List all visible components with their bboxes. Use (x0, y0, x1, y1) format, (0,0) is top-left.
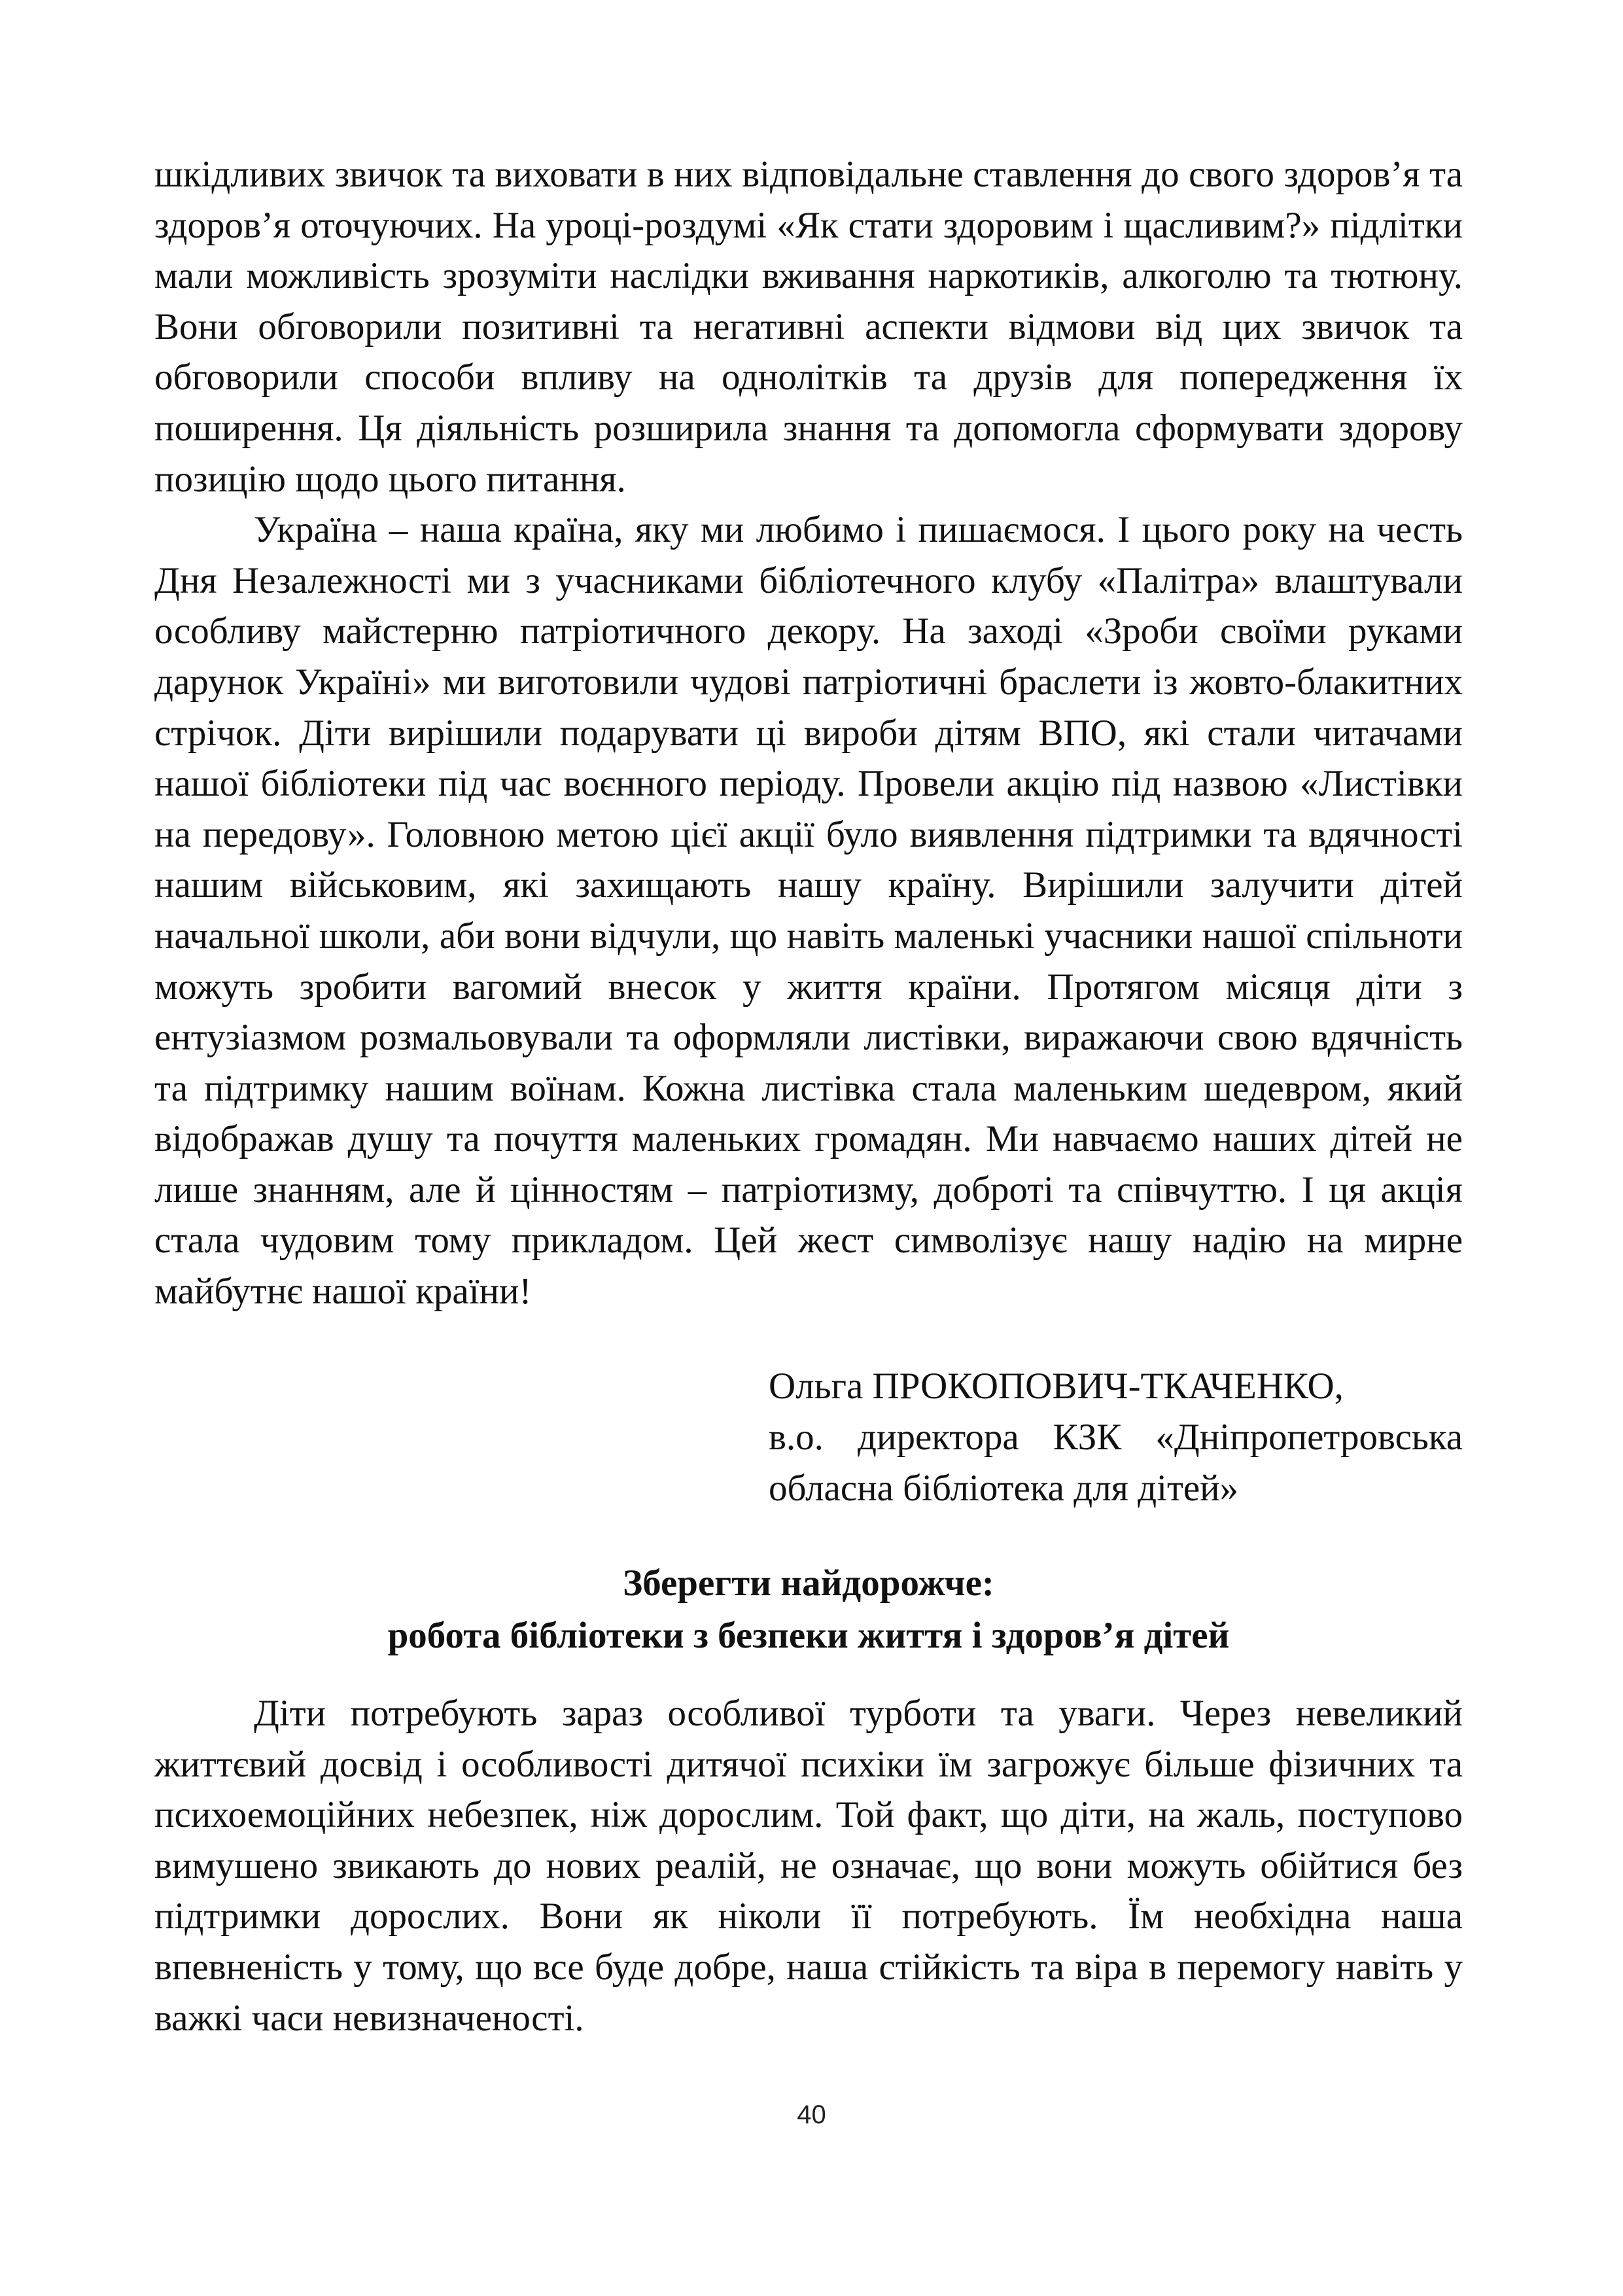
section-title: Зберегти найдорожче: (623, 1563, 994, 1604)
author-signature (769, 1361, 1463, 1514)
author-name: Ольга ПРОКОПОВИЧ-ТКАЧЕНКО, (769, 1366, 1344, 1407)
section-heading (154, 1557, 1463, 1662)
author-position: в.о. директора КЗК «Дніпропетровська (769, 1417, 1463, 1458)
paragraph-children-care: Діти потребують зараз особливої турботи та уваги. Через невеликий життєвий досвід і особливості дитячої психіки їм загрожує більше фізичних та психоемоційних небезпек, ніж дорослим. Той факт, що діти, на жаль, поступово вимушено звикають до нових реалій, не означає, що вони можуть обійтися без підтримки дорослих. Вони як ніколи її потребують. Їм необхідна наша впевненість у тому, що все буде добре, наша стійкість та віра в перемогу навіть у важкі часи невизначеності. (154, 1693, 1463, 2039)
section-subtitle: робота бібліотеки з безпеки життя і здоров’я дітей (387, 1615, 1230, 1656)
paragraph-ukraine: Україна – наша країна, яку ми любимо і пишаємося. І цього року на честь Дня Незалежності ми з учасниками бібліотечного клубу «Палітра» влаштували особливу майстерню патріотичного декору. На заході «Зроби своїми руками дарунок Україні» ми виготовили чудові патріотичні браслети із жовто-блакитних стрічок. Діти вирішили подарувати ці вироби дітям ВПО, які стали читачами нашої бібліотеки під час воєнного періоду. Провели акцію під назвою «Листівки на передову». Головною метою цієї акції було виявлення підтримки та вдячності нашим військовим, які захищають нашу країну. Вирішили залучити дітей начальної школи, аби вони відчули, що навіть маленькі учасники нашої спільноти можуть зробити вагомий внесок у життя країни. Протягом місяця діти з ентузіазмом розмальовували та оформляли листівки, виражаючи свою вдячність та підтримку нашим воїнам. Кожна листівка стала маленьким шедевром, який відображав душу та почуття маленьких громадян. Ми навчаємо наших дітей не лише знанням, але й цінностям – патріотизму, доброті та співчуттю. І ця акція стала чудовим тому прикладом. Цей жест символізує нашу надію на мирне майбутнє нашої країни! (154, 509, 1463, 1313)
article-text-bottom (154, 1688, 1463, 2043)
author-organization: обласна бібліотека для дітей» (769, 1468, 1239, 1509)
article-text-top (154, 149, 1463, 1317)
paragraph-continuation: шкідливих звичок та виховати в них відповідальне ставлення до свого здоров’я та здоров’я оточуючих. На уроці-роздумі «Як стати здоровим і щасливим?» підлітки мали можливість зрозуміти наслідки вживання наркотиків, алкоголю та тютюну. Вони обговорили позитивні та негативні аспекти відмови від цих звичок та обговорили способи впливу на однолітків та друзів для попередження їх поширення. Ця діяльність розширила знання та допомогла сформувати здорову позицію щодо цього питання. (154, 154, 1463, 500)
page-number: 40 (797, 2100, 826, 2129)
